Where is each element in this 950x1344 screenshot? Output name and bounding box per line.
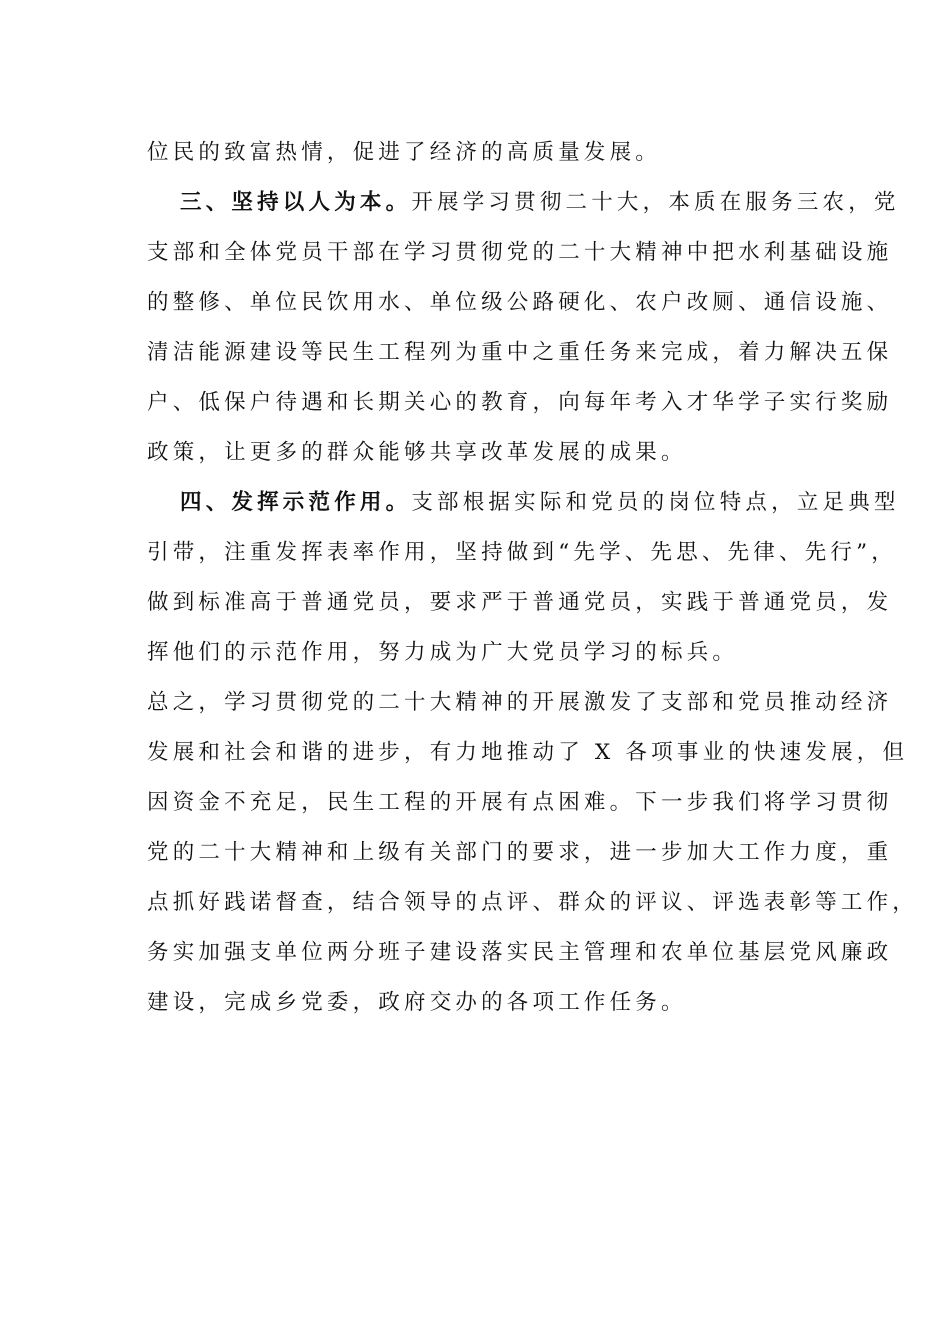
- text-line: 因资金不充足，民生工程的开展有点困难。下一步我们将学习贯彻: [147, 790, 893, 815]
- text-line: 总之，学习贯彻党的二十大精神的开展激发了支部和党员推动经济: [147, 690, 893, 715]
- text-line-content: 开展学习贯彻二十大，本质在服务三农，党: [411, 190, 900, 215]
- text-line: 引带，注重发挥表率作用，坚持做到“先学、先思、先律、先行”，: [147, 540, 897, 565]
- text-line: 政策，让更多的群众能够共享改革发展的成果。: [147, 440, 687, 465]
- text-line-content: 支部根据实际和党员的岗位特点，立足典型: [411, 490, 900, 515]
- section-heading-3: 三、坚持以人为本。: [180, 190, 412, 215]
- text-line: 做到标准高于普通党员，要求严于普通党员，实践于普通党员，发: [147, 590, 893, 615]
- text-line: [147, 178, 900, 228]
- text-line: 支部和全体党员干部在学习贯彻党的二十大精神中把水利基础设施: [147, 240, 893, 265]
- text-line: 建设，完成乡党委，政府交办的各项工作任务。: [147, 990, 687, 1015]
- paragraph-4: [147, 678, 919, 1028]
- text-line: 户、低保户待遇和长期关心的教育，向每年考入才华学子实行奖励: [147, 390, 893, 415]
- paragraph-3: [147, 478, 900, 678]
- text-line: 党的二十大精神和上级有关部门的要求，进一步加大工作力度，重: [147, 840, 893, 865]
- text-line: 发展和社会和谐的进步，有力地推动了 X 各项事业的快速发展，但: [147, 740, 909, 765]
- section-heading-4: 四、发挥示范作用。: [180, 490, 412, 515]
- text-line: 挥他们的示范作用，努力成为广大党员学习的标兵。: [147, 640, 739, 665]
- paragraph-2: [147, 178, 900, 478]
- text-line: [147, 478, 900, 528]
- document-body: [147, 128, 919, 1028]
- text-line: 清洁能源建设等民生工程列为重中之重任务来完成，着力解决五保: [147, 340, 893, 365]
- text-line: 点抓好践诺督查，结合领导的点评、群众的评议、评选表彰等工作，: [147, 890, 919, 915]
- paragraph-1: [147, 128, 807, 178]
- text-line: 务实加强支单位两分班子建设落实民主管理和农单位基层党风廉政: [147, 940, 893, 965]
- text-line: 的整修、单位民饮用水、单位级公路硬化、农户改厕、通信设施、: [147, 290, 893, 315]
- text-line: 位民的致富热情，促进了经济的高质量发展。: [147, 140, 662, 165]
